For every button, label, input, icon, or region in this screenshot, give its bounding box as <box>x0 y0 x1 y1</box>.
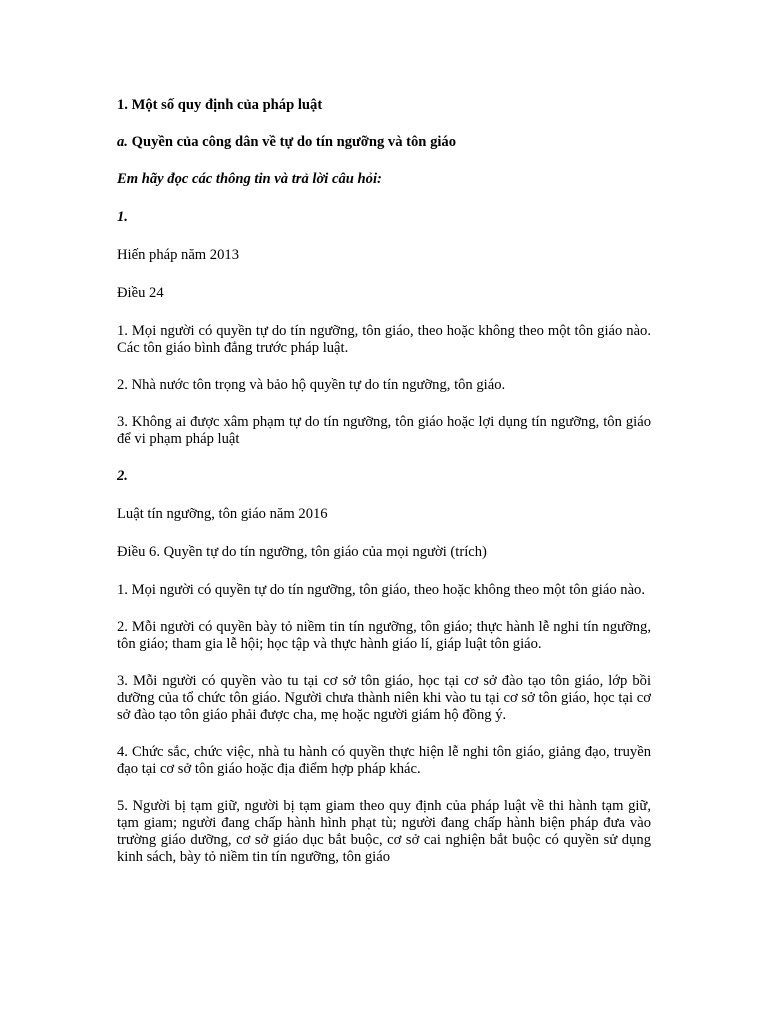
section2-source: Luật tín ngưỡng, tôn giáo năm 2016 <box>117 506 328 522</box>
section2-item-5: 5. Người bị tạm giữ, người bị tạm giam theo quy định của pháp luật về thi hành tạm giữ, tạm giam; người đang chấp hành hình phạt tù; người đang chấp hành biện pháp đưa vào trường giáo dưỡng, cơ sở giáo dục bắt buộc, cơ sở cai nghiện bắt buộc có quyền sử dụng kinh sách, bày tỏ niềm tin tín ngưỡng, tôn giáo <box>117 798 651 865</box>
section1-number: 1. <box>117 209 128 225</box>
subheading <box>117 134 651 151</box>
section-heading: 1. Một số quy định của pháp luật <box>117 97 323 113</box>
section1-article: Điều 24 <box>117 285 164 301</box>
section2-item-2: 2. Mỗi người có quyền bày tỏ niềm tin tín ngưỡng, tôn giáo; thực hành lễ nghi tín ngưỡng, tôn giáo; tham gia lễ hội; học tập và thực hành giáo lí, giáp luật tôn giáo. <box>117 619 651 652</box>
section1-item-3: 3. Không ai được xâm phạm tự do tín ngưỡng, tôn giáo hoặc lợi dụng tín ngưỡng, tôn giáo để vi phạm pháp luật <box>117 414 651 447</box>
section1-item-1: 1. Mọi người có quyền tự do tín ngưỡng, tôn giáo, theo hoặc không theo một tôn giáo nào. Các tôn giáo bình đẳng trước pháp luật. <box>117 323 651 356</box>
subheading-prefix: a. <box>117 134 128 150</box>
section2-item-4: 4. Chức sắc, chức việc, nhà tu hành có quyền thực hiện lễ nghi tôn giáo, giảng đạo, truyền đạo tại cơ sở tôn giáo hoặc địa điểm hợp pháp khác. <box>117 744 651 777</box>
instruction: Em hãy đọc các thông tin và trả lời câu hỏi: <box>117 171 382 187</box>
section2-item-3: 3. Mỗi người có quyền vào tu tại cơ sở tôn giáo, học tại cơ sở đào tạo tôn giáo, lớp bồi dưỡng của tổ chức tôn giáo. Người chưa thành niên khi vào tu tại cơ sở tôn giáo, học tại cơ sở đào tạo tôn giáo phải được cha, mẹ hoặc người giám hộ đồng ý. <box>117 673 651 723</box>
section1-item-2: 2. Nhà nước tôn trọng và bảo hộ quyền tự do tín ngưỡng, tôn giáo. <box>117 377 506 393</box>
subheading-text: Quyền của công dân về tự do tín ngưỡng và tôn giáo <box>127 134 457 150</box>
section2-number: 2. <box>117 468 128 484</box>
section1-source: Hiến pháp năm 2013 <box>117 247 239 263</box>
section2-article: Điều 6. Quyền tự do tín ngưỡng, tôn giáo của mọi người (trích) <box>117 544 487 560</box>
section2-item-1: 1. Mọi người có quyền tự do tín ngưỡng, tôn giáo, theo hoặc không theo một tôn giáo nào. <box>117 582 645 598</box>
